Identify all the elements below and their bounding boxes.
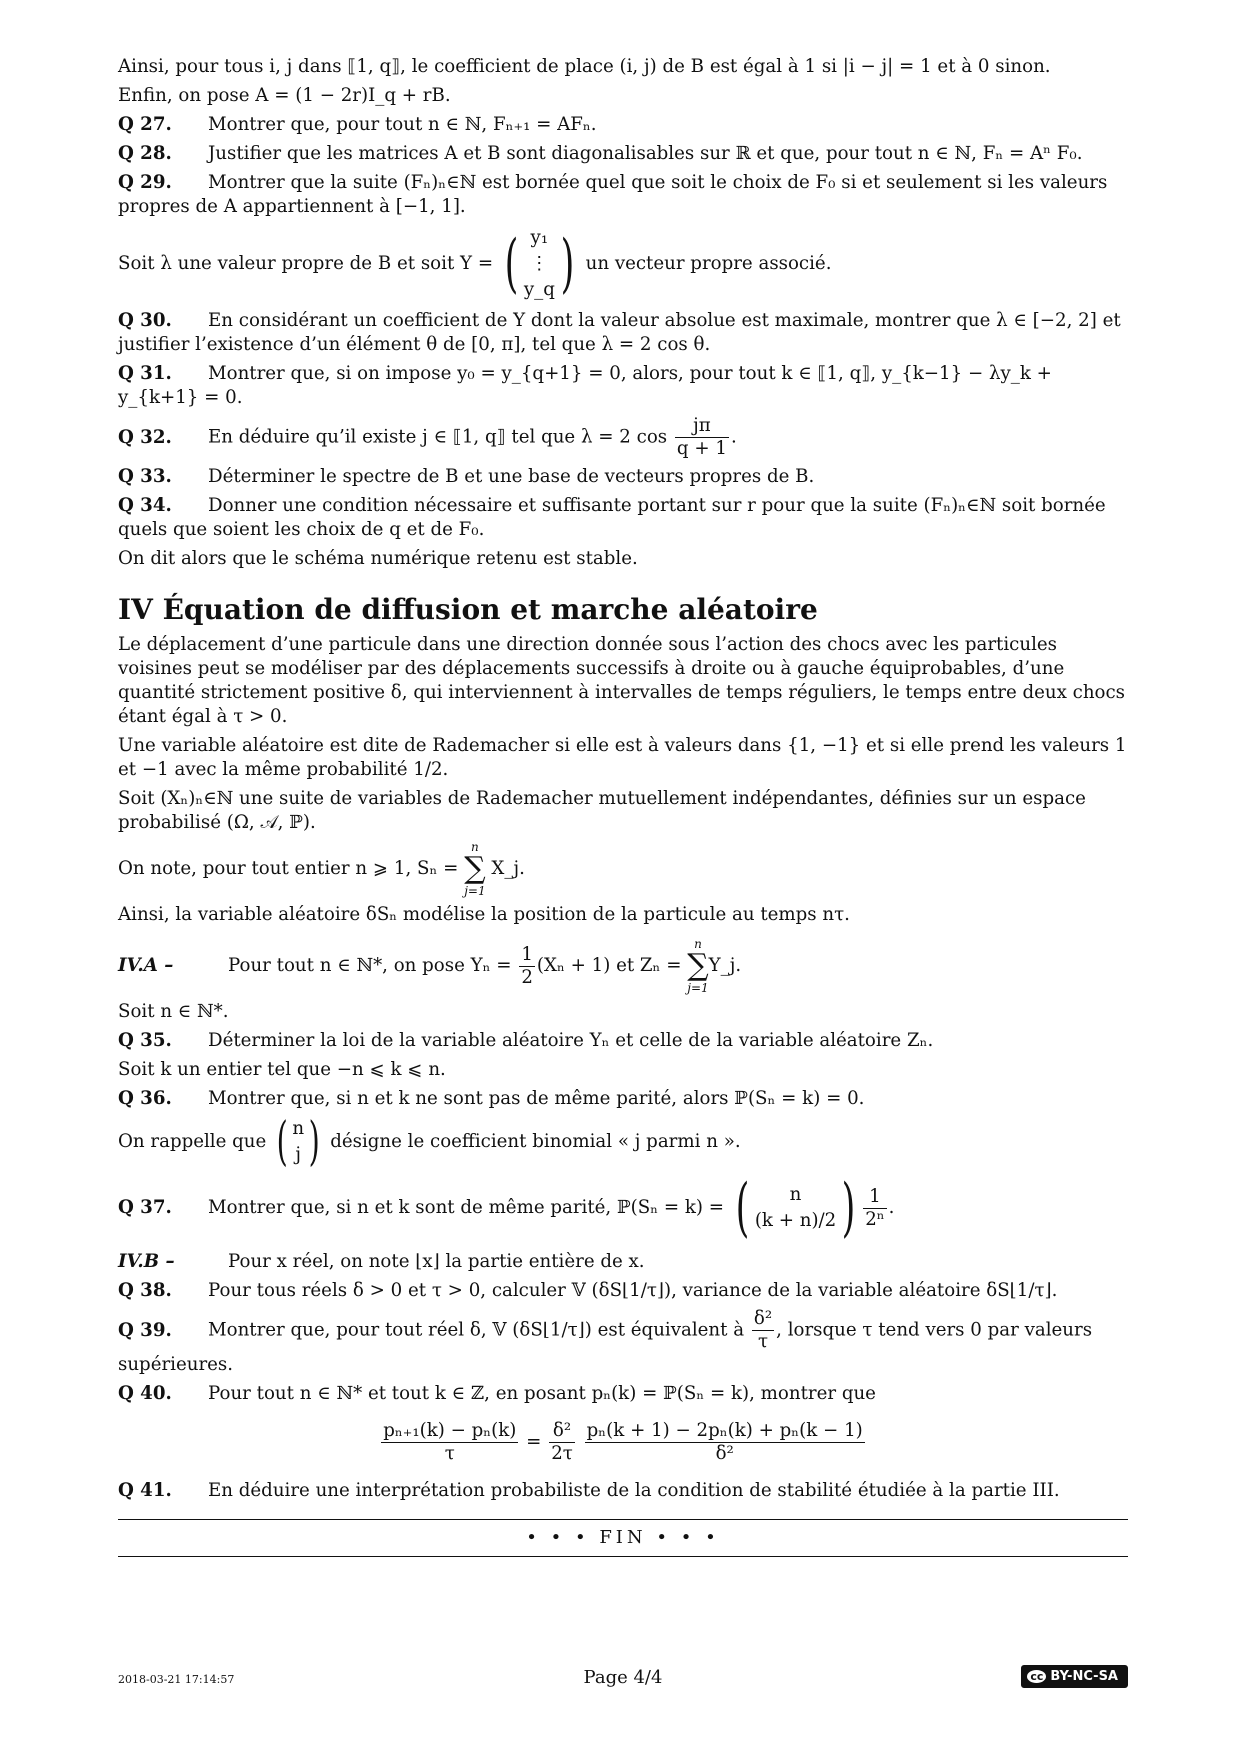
cc-icon: cc	[1027, 1670, 1046, 1683]
question-text: Donner une condition nécessaire et suffisante portant sur r pour que la suite (Fₙ)ₙ∈ℕ soit bornée quels que soient les choix de q et de F₀.	[118, 495, 1106, 540]
part-b-line	[118, 1250, 1128, 1274]
question-number: Q 38.	[118, 1280, 172, 1301]
section-paragraph-2: Une variable aléatoire est dite de Rademacher si elle est à valeurs dans {1, −1} et si elle prend les valeurs 1 et −1 avec la même probabilité 1/2.	[118, 735, 1127, 780]
part-b-text: Pour x réel, on note ⌊x⌋ la partie entière de x.	[228, 1251, 645, 1272]
question-number: Q 29.	[118, 172, 172, 193]
part-a-text-1: Pour tout n ∈ ℕ*, on pose Yₙ =	[228, 955, 512, 976]
intro-line-1: Ainsi, pour tous i, j dans ⟦1, q⟧, le coefficient de place (i, j) de B est égal à 1 si |i − j| = 1 et à 0 sinon.	[118, 56, 1051, 77]
question-32	[118, 415, 1128, 460]
period: .	[730, 426, 737, 448]
part-a-label: IV.A –	[118, 955, 174, 976]
question-number: Q 35.	[118, 1030, 172, 1051]
summation	[687, 937, 708, 995]
question-text: Montrer que la suite (Fₙ)ₙ∈ℕ est bornée quel que soit le choix de F₀ si et seulement si les valeurs propres de A appartiennent à [−1, 1].	[118, 172, 1108, 217]
question-text: En considérant un coefficient de Y dont la valeur absolue est maximale, montrer que λ ∈ [−2, 2] et justifier l’existence d’un élément θ de [0, π], tel que λ = 2 cos θ.	[118, 310, 1121, 355]
equals-sign: =	[526, 1431, 542, 1453]
question-37	[118, 1171, 1128, 1245]
fraction-numerator: δ²	[753, 1308, 773, 1329]
binomial-coefficient	[755, 1182, 836, 1234]
question-number: Q 34.	[118, 495, 172, 516]
part-a-soit: Soit n ∈ ℕ*.	[118, 1001, 229, 1022]
page-number: Page 4/4	[583, 1667, 663, 1688]
fraction-numerator: pₙ₊₁(k) − pₙ(k)	[383, 1420, 517, 1441]
right-paren: )	[308, 1112, 320, 1172]
vector-entry: y_q	[523, 279, 555, 300]
section-title: IV Équation de diffusion et marche aléatoire	[118, 593, 818, 626]
fraction	[863, 1186, 886, 1231]
question-31	[118, 362, 1128, 410]
document-page	[118, 55, 1128, 1557]
question-number: Q 36.	[118, 1088, 172, 1109]
question-number: Q 41.	[118, 1480, 172, 1501]
question-number: Q 31.	[118, 363, 172, 384]
question-number: Q 30.	[118, 310, 172, 331]
license-badge	[1021, 1665, 1128, 1688]
binomial-coefficient	[292, 1116, 304, 1168]
question-number: Q 28.	[118, 143, 172, 164]
question-text: Déterminer le spectre de B et une base de vecteurs propres de B.	[208, 466, 815, 487]
question-number: Q 39.	[118, 1319, 172, 1341]
fraction-numerator: jπ	[675, 415, 729, 438]
sum-lower: j=1	[464, 884, 486, 898]
binomial-top: n	[292, 1118, 305, 1139]
question-38	[118, 1279, 1128, 1303]
fraction-numerator: 1	[863, 1186, 886, 1209]
fraction-denominator: 2	[521, 966, 533, 988]
question-41	[118, 1479, 1128, 1503]
eigen-vector-line	[118, 225, 1128, 303]
sum-upper: n	[471, 840, 479, 854]
questions-27-29	[118, 113, 1128, 219]
page-footer	[118, 1665, 1128, 1695]
question-30	[118, 309, 1128, 357]
question-number: Q 37.	[118, 1197, 172, 1218]
part-a-text-2: (Xₙ + 1) et Zₙ =	[536, 955, 682, 976]
summation	[464, 840, 485, 898]
left-paren: (	[276, 1112, 288, 1172]
question-number: Q 40.	[118, 1383, 172, 1404]
fraction-denominator: 2τ	[551, 1443, 573, 1464]
mid-fraction	[549, 1420, 575, 1465]
binomial-bottom: (k + n)/2	[754, 1210, 837, 1231]
question-number: Q 33.	[118, 466, 172, 487]
sum-symbol: ∑	[687, 948, 709, 983]
part-b-label: IV.B –	[118, 1251, 175, 1272]
question-text: Montrer que, pour tout réel δ, 𝕍 (δS⌊1/τ⌋) est équivalent à	[208, 1319, 745, 1341]
part-a-text-3: Y_j.	[708, 955, 742, 976]
section-paragraph-4	[118, 840, 1128, 898]
question-number: Q 27.	[118, 114, 172, 135]
sum-lower: j=1	[687, 981, 709, 995]
fraction	[675, 415, 729, 460]
binomial-top: n	[789, 1184, 802, 1205]
questions-33-34	[118, 465, 1128, 542]
rhs-fraction	[585, 1420, 865, 1465]
sum-suffix: X_j.	[491, 858, 525, 879]
eigen-suffix: un vecteur propre associé.	[585, 253, 832, 274]
binomial-suffix: désigne le coefficient binomial « j parmi n ».	[330, 1131, 741, 1152]
right-paren: )	[560, 227, 575, 301]
question-text: En déduire qu’il existe j ∈ ⟦1, q⟧ tel que λ = 2 cos	[208, 426, 668, 448]
binomial-reminder	[118, 1112, 1128, 1172]
fraction-numerator: pₙ(k + 1) − 2pₙ(k) + pₙ(k − 1)	[586, 1420, 863, 1441]
stable-line: On dit alors que le schéma numérique retenu est stable.	[118, 548, 638, 569]
question-28	[118, 142, 1128, 166]
vector-entry: ⋮	[530, 253, 549, 274]
question-text: Pour tout n ∈ ℕ* et tout k ∈ ℤ, en posant pₙ(k) = ℙ(Sₙ = k), montrer que	[208, 1383, 876, 1404]
question-27	[118, 113, 1128, 137]
question-number: Q 32.	[118, 426, 172, 448]
fraction-denominator: τ	[444, 1443, 455, 1464]
section-paragraph-5: Ainsi, la variable aléatoire δSₙ modélise la position de la particule au temps nτ.	[118, 904, 850, 925]
question-text: Pour tous réels δ > 0 et τ > 0, calculer 𝕍 (δS⌊1/τ⌋), variance de la variable aléatoire δS⌊1/τ⌋.	[208, 1280, 1058, 1301]
fraction-numerator: δ²	[549, 1420, 575, 1443]
sum-upper: n	[694, 937, 702, 951]
question-39	[118, 1308, 1128, 1377]
question-text: Déterminer la loi de la variable aléatoire Yₙ et celle de la variable aléatoire Zₙ.	[208, 1030, 934, 1051]
timestamp: 2018-03-21 17:14:57	[118, 1673, 235, 1686]
binomial-bottom: j	[295, 1144, 302, 1165]
fraction	[752, 1308, 774, 1353]
display-equation	[118, 1420, 1128, 1465]
question-text: Montrer que, si n et k ne sont pas de même parité, alors ℙ(Sₙ = k) = 0.	[208, 1088, 865, 1109]
right-paren: )	[841, 1171, 856, 1245]
question-text-end: , lorsque τ tend vers 0 par valeurs supérieures.	[118, 1319, 1093, 1375]
question-33	[118, 465, 1128, 489]
part-a-line	[118, 937, 1128, 995]
period: .	[888, 1197, 895, 1218]
question-29	[118, 171, 1128, 219]
section-paragraph-1: Le déplacement d’une particule dans une direction donnée sous l’action des chocs avec les particules voisines peut se modéliser par des déplacements successifs à droite ou à gauche équiprobables, d’une quantité strictement positive δ, qui interviennent à intervalles de temps réguliers, le temps entre deux chocs étant égal à τ > 0.	[118, 634, 1126, 727]
left-paren: (	[504, 227, 519, 301]
question-40	[118, 1382, 1128, 1406]
fraction-numerator: 1	[521, 943, 533, 965]
fraction	[519, 944, 535, 989]
column-vector	[524, 225, 555, 303]
fraction-denominator: q + 1	[676, 438, 727, 459]
section-paragraph-3: Soit (Xₙ)ₙ∈ℕ une suite de variables de Rademacher mutuellement indépendantes, définies sur un espace probabilisé (Ω, 𝒜, ℙ).	[118, 788, 1086, 833]
vector-entry: y₁	[530, 227, 549, 248]
sum-symbol: ∑	[464, 851, 486, 886]
fraction-denominator: τ	[757, 1331, 769, 1352]
fraction-denominator: 2ⁿ	[865, 1208, 885, 1230]
left-paren: (	[735, 1171, 750, 1245]
binomial-prefix: On rappelle que	[118, 1131, 267, 1152]
license-text: BY-NC-SA	[1050, 1669, 1118, 1684]
question-34	[118, 494, 1128, 542]
question-text: Montrer que, si n et k sont de même parité, ℙ(Sₙ = k) =	[208, 1197, 725, 1218]
question-36	[118, 1087, 1128, 1111]
eigen-prefix: Soit λ une valeur propre de B et soit Y =	[118, 253, 494, 274]
lhs-fraction	[381, 1420, 518, 1465]
sum-prefix: On note, pour tout entier n ⩾ 1, Sₙ =	[118, 858, 459, 879]
question-text: Montrer que, si on impose y₀ = y_{q+1} = 0, alors, pour tout k ∈ ⟦1, q⟧, y_{k−1} − λy_k + y_{k+1} = 0.	[118, 363, 1052, 408]
soit-k-line: Soit k un entier tel que −n ⩽ k ⩽ n.	[118, 1059, 446, 1080]
question-text: En déduire une interprétation probabiliste de la condition de stabilité étudiée à la partie III.	[208, 1480, 1060, 1501]
fraction-denominator: δ²	[715, 1443, 734, 1464]
questions-30-31	[118, 309, 1128, 410]
intro-line-2: Enfin, on pose A = (1 − 2r)I_q + rB.	[118, 85, 451, 106]
question-35	[118, 1029, 1128, 1053]
question-text: Justifier que les matrices A et B sont diagonalisables sur ℝ et que, pour tout n ∈ ℕ, Fₙ = Aⁿ F₀.	[208, 143, 1083, 164]
fin-marker: • • • FIN • • •	[526, 1527, 720, 1548]
question-text: Montrer que, pour tout n ∈ ℕ, Fₙ₊₁ = AFₙ.	[208, 114, 597, 135]
divider-bottom	[118, 1556, 1128, 1557]
